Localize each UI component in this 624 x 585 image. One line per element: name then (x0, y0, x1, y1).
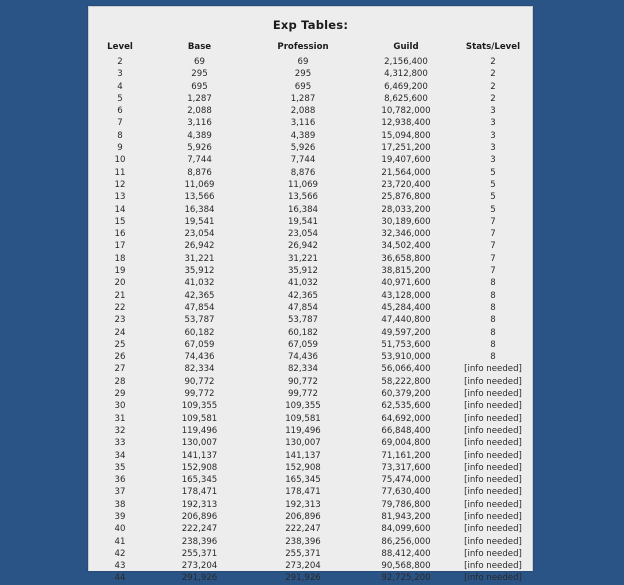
cell-level: 3 (117, 69, 123, 80)
cell-level: 18 (114, 253, 126, 264)
cell-level: 29 (114, 389, 126, 400)
cell-stats: 3 (490, 106, 496, 117)
cell-guild: 32,346,000 (381, 229, 431, 240)
table-row (89, 216, 532, 228)
table-row (89, 363, 532, 375)
cell-base: 238,396 (181, 536, 218, 547)
cell-stats: 3 (490, 130, 496, 141)
cell-profession: 141,137 (285, 450, 321, 461)
column-header-guild: Guild (393, 42, 419, 52)
cell-stats: 7 (490, 266, 496, 277)
table-row (89, 142, 532, 154)
cell-level: 9 (117, 143, 123, 154)
cell-profession: 178,471 (285, 487, 321, 498)
cell-profession: 206,896 (285, 511, 321, 522)
cell-base: 19,541 (184, 216, 215, 227)
cell-profession: 82,334 (287, 364, 319, 375)
exp-table (89, 42, 532, 585)
cell-profession: 192,313 (285, 499, 321, 510)
cell-stats: 2 (490, 57, 496, 67)
cell-stats: [info needed] (464, 401, 522, 412)
cell-stats: 5 (490, 167, 496, 178)
table-row (89, 204, 532, 216)
cell-stats: 7 (490, 229, 496, 240)
cell-level: 33 (114, 438, 126, 449)
cell-stats: [info needed] (464, 462, 522, 473)
table-row (89, 388, 532, 400)
cell-guild: 25,876,800 (381, 192, 431, 203)
cell-base: 42,365 (184, 290, 215, 301)
cell-stats: [info needed] (464, 573, 522, 584)
cell-guild: 8,625,600 (384, 93, 428, 104)
cell-profession: 23,054 (287, 229, 319, 240)
cell-level: 26 (114, 352, 126, 363)
cell-base: 109,581 (181, 413, 218, 424)
table-row (89, 486, 532, 498)
cell-stats: [info needed] (464, 389, 522, 400)
cell-stats: [info needed] (464, 511, 522, 522)
cell-guild: 81,943,200 (381, 511, 431, 522)
cell-base: 99,772 (184, 389, 215, 400)
cell-level: 7 (117, 118, 123, 129)
cell-level: 35 (114, 462, 126, 473)
table-row (89, 56, 532, 68)
cell-base: 130,007 (181, 438, 218, 449)
cell-level: 36 (114, 475, 126, 486)
cell-guild: 66,848,400 (381, 425, 431, 436)
cell-level: 17 (114, 241, 126, 252)
cell-level: 34 (114, 450, 126, 461)
table-row (89, 339, 532, 351)
table-row (89, 327, 532, 339)
cell-guild: 45,284,400 (381, 302, 431, 313)
cell-level: 43 (114, 561, 126, 572)
cell-profession: 31,221 (287, 253, 319, 264)
table-row (89, 400, 532, 412)
cell-guild: 47,440,800 (381, 315, 431, 326)
exp-table-body (89, 56, 532, 585)
cell-level: 21 (114, 290, 126, 301)
table-row (89, 351, 532, 363)
cell-profession: 13,566 (287, 192, 319, 203)
table-row (89, 572, 532, 584)
column-header-base: Base (187, 42, 212, 52)
cell-profession: 35,912 (287, 266, 319, 277)
column-header-level: Level (107, 42, 133, 52)
cell-level: 27 (114, 364, 126, 375)
table-row (89, 290, 532, 302)
cell-guild: 28,033,200 (381, 204, 431, 215)
cell-guild: 30,189,600 (381, 216, 431, 227)
cell-guild: 53,910,000 (381, 352, 431, 363)
table-row (89, 105, 532, 117)
cell-level: 19 (114, 266, 126, 277)
cell-profession: 238,396 (285, 536, 321, 547)
cell-stats: 7 (490, 253, 496, 264)
cell-base: 222,247 (181, 524, 218, 535)
cell-guild: 86,256,000 (381, 536, 431, 547)
cell-profession: 7,744 (290, 155, 316, 166)
cell-level: 12 (114, 179, 126, 190)
cell-level: 2 (117, 57, 123, 67)
cell-level: 10 (114, 155, 126, 166)
cell-guild: 60,379,200 (381, 389, 431, 400)
cell-level: 40 (114, 524, 126, 535)
cell-guild: 51,753,600 (381, 339, 431, 350)
cell-profession: 295 (294, 69, 312, 80)
table-row (89, 240, 532, 252)
cell-guild: 79,786,800 (381, 499, 431, 510)
table-row (89, 474, 532, 486)
cell-profession: 119,496 (285, 425, 321, 436)
cell-base: 82,334 (184, 364, 215, 375)
cell-stats: 3 (490, 155, 496, 166)
table-row (89, 511, 532, 523)
cell-profession: 69 (297, 57, 309, 67)
cell-level: 5 (117, 93, 123, 104)
table-row (89, 437, 532, 449)
cell-level: 31 (114, 413, 126, 424)
cell-profession: 19,541 (287, 216, 319, 227)
table-row (89, 536, 532, 548)
cell-stats: 7 (490, 241, 496, 252)
cell-profession: 165,345 (285, 475, 321, 486)
cell-base: 7,744 (187, 155, 212, 166)
cell-base: 23,054 (184, 229, 215, 240)
table-row (89, 413, 532, 425)
column-header-stats: Stats/Level (465, 42, 521, 52)
table-row (89, 253, 532, 265)
cell-profession: 5,926 (290, 143, 316, 154)
cell-profession: 60,182 (287, 327, 319, 338)
cell-base: 26,942 (184, 241, 215, 252)
cell-guild: 34,502,400 (381, 241, 431, 252)
cell-guild: 19,407,600 (381, 155, 431, 166)
cell-guild: 12,938,400 (381, 118, 431, 129)
cell-base: 165,345 (181, 475, 218, 486)
table-row (89, 117, 532, 129)
cell-base: 90,772 (184, 376, 215, 387)
cell-level: 39 (114, 511, 126, 522)
cell-guild: 36,658,800 (381, 253, 431, 264)
cell-guild: 84,099,600 (381, 524, 431, 535)
cell-base: 74,436 (184, 352, 215, 363)
cell-profession: 8,876 (290, 167, 316, 178)
table-row (89, 265, 532, 277)
cell-base: 152,908 (181, 462, 218, 473)
cell-stats: 8 (490, 339, 496, 350)
cell-profession: 67,059 (287, 339, 319, 350)
table-row (89, 179, 532, 191)
table-row (89, 499, 532, 511)
cell-base: 53,787 (184, 315, 215, 326)
cell-stats: 8 (490, 302, 496, 313)
cell-level: 44 (114, 573, 126, 584)
cell-level: 11 (114, 167, 126, 178)
cell-stats: [info needed] (464, 438, 522, 449)
cell-stats: 7 (490, 216, 496, 227)
cell-profession: 222,247 (285, 524, 321, 535)
cell-guild: 6,469,200 (384, 81, 428, 92)
cell-guild: 4,312,800 (384, 69, 428, 80)
cell-profession: 109,355 (285, 401, 321, 412)
table-row (89, 462, 532, 474)
cell-level: 42 (114, 548, 126, 559)
cell-profession: 42,365 (287, 290, 319, 301)
cell-stats: 5 (490, 192, 496, 203)
cell-level: 8 (117, 130, 123, 141)
table-row (89, 130, 532, 142)
cell-level: 38 (114, 499, 126, 510)
cell-stats: 3 (490, 118, 496, 129)
cell-level: 20 (114, 278, 126, 289)
cell-profession: 2,088 (290, 106, 316, 117)
cell-profession: 26,942 (287, 241, 319, 252)
cell-base: 273,204 (181, 561, 218, 572)
cell-base: 41,032 (184, 278, 215, 289)
cell-guild: 15,094,800 (381, 130, 431, 141)
cell-base: 31,221 (184, 253, 215, 264)
cell-base: 4,389 (187, 130, 212, 141)
cell-guild: 58,222,800 (381, 376, 431, 387)
table-header-row (89, 42, 532, 56)
cell-stats: 5 (490, 204, 496, 215)
cell-profession: 291,926 (285, 573, 321, 584)
cell-level: 22 (114, 302, 126, 313)
cell-profession: 695 (294, 81, 312, 92)
cell-guild: 62,535,600 (381, 401, 431, 412)
column-header-profession: Profession (277, 42, 329, 52)
cell-stats: 2 (490, 81, 496, 92)
cell-guild: 90,568,800 (381, 561, 431, 572)
cell-level: 4 (117, 81, 123, 92)
cell-guild: 21,564,000 (381, 167, 431, 178)
cell-level: 15 (114, 216, 126, 227)
cell-level: 6 (117, 106, 123, 117)
cell-level: 32 (114, 425, 126, 436)
cell-guild: 23,720,400 (381, 179, 431, 190)
cell-profession: 273,204 (285, 561, 321, 572)
cell-profession: 130,007 (285, 438, 321, 449)
table-row (89, 548, 532, 560)
cell-stats: 8 (490, 327, 496, 338)
table-row (89, 277, 532, 289)
table-row (89, 523, 532, 535)
cell-base: 35,912 (184, 266, 215, 277)
cell-guild: 17,251,200 (381, 143, 431, 154)
cell-guild: 77,630,400 (381, 487, 431, 498)
cell-guild: 38,815,200 (381, 266, 431, 277)
cell-stats: [info needed] (464, 475, 522, 486)
cell-profession: 109,581 (285, 413, 321, 424)
exp-table-header (89, 42, 532, 56)
cell-guild: 40,971,600 (381, 278, 431, 289)
cell-profession: 255,371 (285, 548, 321, 559)
cell-guild: 73,317,600 (381, 462, 431, 473)
table-row (89, 191, 532, 203)
cell-stats: [info needed] (464, 524, 522, 535)
cell-profession: 47,854 (287, 302, 319, 313)
cell-stats: [info needed] (464, 376, 522, 387)
cell-stats: 2 (490, 69, 496, 80)
cell-base: 119,496 (181, 425, 218, 436)
cell-base: 192,313 (181, 499, 218, 510)
table-row (89, 167, 532, 179)
cell-base: 5,926 (187, 143, 212, 154)
cell-guild: 43,128,000 (381, 290, 431, 301)
table-row (89, 425, 532, 437)
cell-base: 206,896 (181, 511, 218, 522)
cell-base: 11,069 (184, 179, 215, 190)
table-row (89, 68, 532, 80)
cell-profession: 99,772 (287, 389, 319, 400)
cell-base: 69 (194, 57, 205, 67)
cell-base: 109,355 (181, 401, 218, 412)
cell-level: 41 (114, 536, 126, 547)
table-row (89, 560, 532, 572)
cell-guild: 69,004,800 (381, 438, 431, 449)
table-row (89, 228, 532, 240)
cell-base: 141,137 (181, 450, 218, 461)
cell-profession: 16,384 (287, 204, 319, 215)
cell-profession: 53,787 (287, 315, 319, 326)
cell-base: 295 (191, 69, 208, 80)
cell-base: 67,059 (184, 339, 215, 350)
cell-base: 695 (191, 81, 208, 92)
cell-level: 24 (114, 327, 126, 338)
cell-profession: 11,069 (287, 179, 319, 190)
cell-guild: 71,161,200 (381, 450, 431, 461)
cell-guild: 56,066,400 (381, 364, 431, 375)
cell-guild: 75,474,000 (381, 475, 431, 486)
cell-stats: [info needed] (464, 413, 522, 424)
cell-stats: [info needed] (464, 425, 522, 436)
cell-base: 1,287 (187, 93, 212, 104)
cell-stats: 3 (490, 143, 496, 154)
cell-guild: 92,725,200 (381, 573, 431, 584)
cell-level: 23 (114, 315, 126, 326)
cell-stats: [info needed] (464, 548, 522, 559)
cell-guild: 10,782,000 (381, 106, 431, 117)
cell-base: 8,876 (187, 167, 212, 178)
cell-stats: [info needed] (464, 487, 522, 498)
cell-profession: 4,389 (290, 130, 316, 141)
cell-guild: 2,156,400 (384, 57, 428, 67)
cell-level: 14 (114, 204, 126, 215)
cell-base: 16,384 (184, 204, 215, 215)
cell-level: 16 (114, 229, 126, 240)
cell-base: 291,926 (181, 573, 218, 584)
cell-guild: 49,597,200 (381, 327, 431, 338)
page-title: Exp Tables: (272, 18, 349, 32)
cell-guild: 88,412,400 (381, 548, 431, 559)
table-row (89, 450, 532, 462)
table-row (89, 81, 532, 93)
cell-level: 13 (114, 192, 126, 203)
cell-base: 60,182 (184, 327, 215, 338)
cell-guild: 64,692,000 (381, 413, 431, 424)
cell-level: 37 (114, 487, 126, 498)
cell-stats: [info needed] (464, 536, 522, 547)
table-row (89, 154, 532, 166)
cell-stats: 8 (490, 290, 496, 301)
cell-base: 3,116 (187, 118, 212, 129)
content-panel (88, 6, 533, 584)
cell-stats: [info needed] (464, 561, 522, 572)
cell-stats: 8 (490, 352, 496, 363)
cell-base: 13,566 (184, 192, 215, 203)
cell-level: 28 (114, 376, 126, 387)
table-row (89, 93, 532, 105)
cell-profession: 1,287 (290, 93, 316, 104)
cell-profession: 90,772 (287, 376, 319, 387)
cell-stats: 2 (490, 93, 496, 104)
cell-profession: 74,436 (287, 352, 319, 363)
cell-level: 25 (114, 339, 126, 350)
cell-stats: [info needed] (464, 450, 522, 461)
cell-base: 47,854 (184, 302, 215, 313)
cell-stats: 8 (490, 278, 496, 289)
cell-stats: 8 (490, 315, 496, 326)
table-row (89, 314, 532, 326)
cell-level: 30 (114, 401, 126, 412)
cell-stats: 5 (490, 179, 496, 190)
table-row (89, 302, 532, 314)
cell-base: 255,371 (181, 548, 218, 559)
cell-base: 2,088 (187, 106, 212, 117)
cell-stats: [info needed] (464, 499, 522, 510)
cell-stats: [info needed] (464, 364, 522, 375)
table-row (89, 376, 532, 388)
cell-base: 178,471 (181, 487, 218, 498)
cell-profession: 152,908 (285, 462, 321, 473)
cell-profession: 3,116 (290, 118, 316, 129)
cell-profession: 41,032 (287, 278, 319, 289)
